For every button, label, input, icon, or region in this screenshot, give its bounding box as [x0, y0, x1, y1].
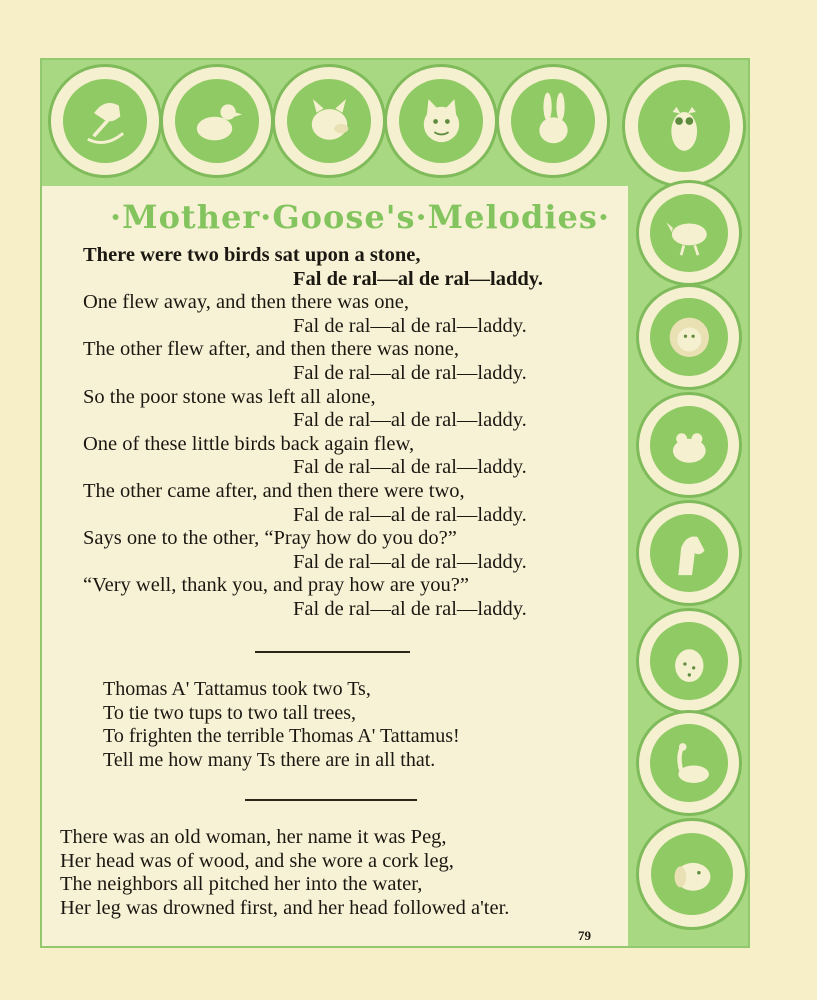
poem-line: To frighten the terrible Thomas A' Tattamus! [103, 725, 460, 748]
poem-line: There was an old woman, her name it was Peg, [60, 826, 447, 848]
poem-refrain: Fal de ral—al de ral—laddy. [293, 503, 527, 526]
poem-refrain: Fal de ral—al de ral—laddy. [293, 314, 527, 337]
frog-icon [636, 392, 742, 498]
rocking-horse-icon [48, 64, 162, 178]
pig-icon [272, 64, 386, 178]
poem-refrain: Fal de ral—al de ral—laddy. [293, 456, 527, 479]
poem-line: Tell me how many Ts there are in all that. [103, 748, 436, 771]
horse-icon [636, 500, 742, 606]
poem-line: “Very well, thank you, and pray how are you?” [83, 574, 469, 597]
poem-line: One flew away, and then there was one, [83, 291, 409, 314]
cat-icon [384, 64, 498, 178]
poem-thomas [103, 678, 460, 772]
goose-icon [636, 710, 742, 816]
duck-icon [160, 64, 274, 178]
boar-icon [636, 180, 742, 286]
section-divider [255, 651, 410, 653]
poem-line: Says one to the other, “Pray how do you do?” [83, 527, 457, 550]
poem-refrain: Fal de ral—al de ral—laddy. [293, 409, 527, 432]
poem-line: One of these little birds back again flew, [83, 432, 415, 455]
poem-line: The other flew after, and then there was none, [83, 338, 459, 361]
rabbit-icon [496, 64, 610, 178]
page-title: ·Mother·Goose's·Melodies· [110, 198, 610, 236]
page-number: 79 [578, 928, 591, 943]
poem-line: Her leg was drowned first, and her head followed a'ter. [60, 896, 510, 919]
section-divider [245, 799, 417, 801]
poem-birds [83, 244, 543, 622]
poem-line: There were two birds sat upon a stone, [83, 244, 421, 266]
poem-line: The neighbors all pitched her into the water, [60, 873, 423, 896]
poem-old-woman [60, 826, 509, 920]
dog-icon [636, 818, 748, 930]
poem-line: Her head was of wood, and she wore a cork leg, [60, 849, 454, 872]
poem-refrain: Fal de ral—al de ral—laddy. [293, 550, 527, 573]
poem-line: So the poor stone was left all alone, [83, 385, 376, 408]
poem-line: Thomas A' Tattamus took two Ts, [103, 678, 371, 700]
lion-icon [636, 284, 742, 390]
poem-refrain: Fal de ral—al de ral—laddy. [293, 597, 527, 620]
poem-line: The other came after, and then there were two, [83, 479, 465, 502]
poem-refrain: Fal de ral—al de ral—laddy. [293, 267, 543, 290]
owl-icon [622, 64, 746, 188]
poem-line: To tie two tups to two tall trees, [103, 701, 357, 724]
leopard-icon [636, 608, 742, 714]
poem-refrain: Fal de ral—al de ral—laddy. [293, 361, 527, 384]
